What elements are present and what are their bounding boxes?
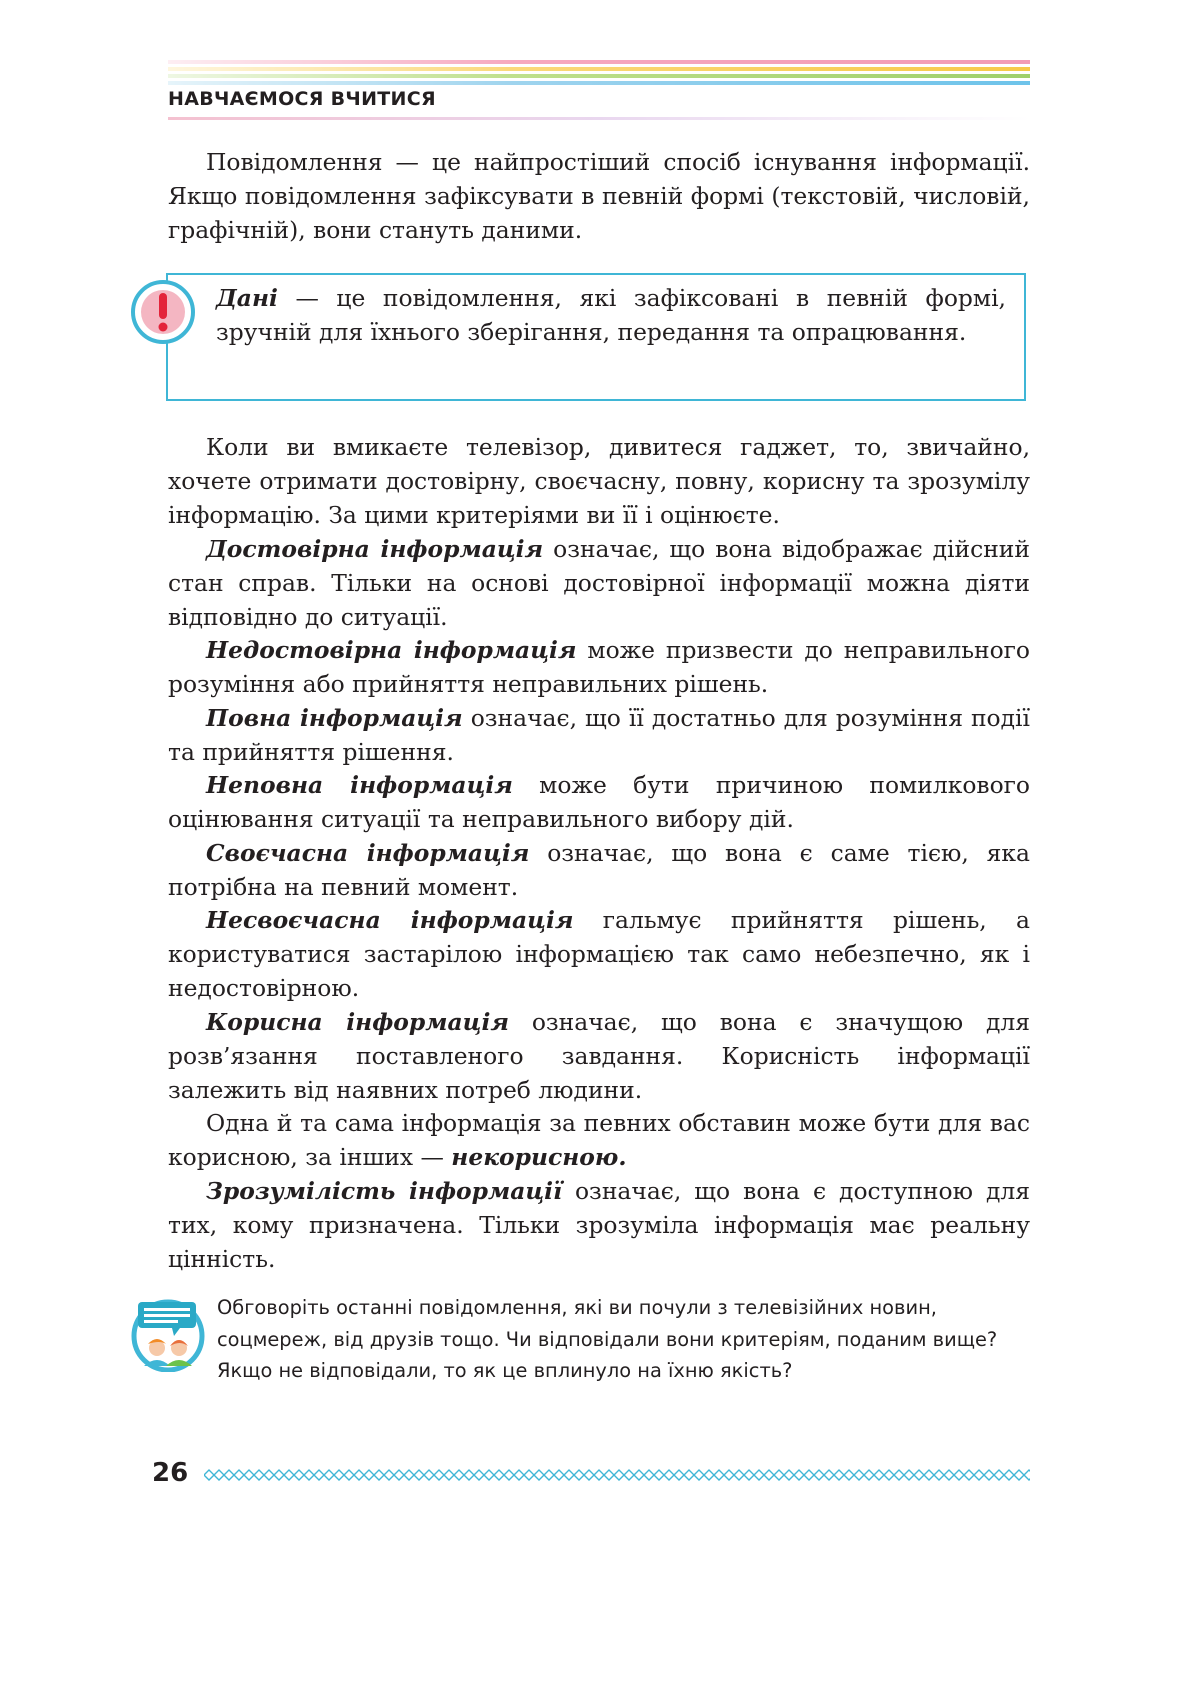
term-useless-end: . xyxy=(618,1142,627,1171)
clarity-paragraph xyxy=(168,1175,1030,1276)
exclamation-icon xyxy=(131,280,195,344)
discussion-icon xyxy=(130,1296,206,1372)
section-title: НАВЧАЄМОСЯ ВЧИТИСЯ xyxy=(168,88,446,110)
text-reliable: означає, що вона відображає дійсний стан справ. Тільки на основі достовірної інформації можна діяти відповідно до ситуації. xyxy=(168,535,1030,631)
text-useful: означає, що вона є значущою для розв’язання поставленого завдання. Корисність інформації залежить від наявних потреб людини. xyxy=(168,1008,1030,1104)
text-unreliable: може призвести до неправильного розуміння або прийняття неправильних рішень. xyxy=(168,636,1030,698)
title-underline xyxy=(168,117,1030,120)
untimely-paragraph xyxy=(168,904,1030,1005)
text-useless: Одна й та сама інформація за певних обставин може бути для вас корисною, за інших — xyxy=(168,1109,1030,1171)
reliable-paragraph xyxy=(168,533,1030,634)
term-complete: Повна інформація xyxy=(206,704,463,732)
text-clarity: означає, що вона є доступною для тих, кому призначена. Тільки зрозуміла інформація має реальну цінність. xyxy=(168,1177,1031,1273)
discussion-text: Обговоріть останні повідомлення, які ви почули з телевізійних новин, соцмереж, від друзів тощо. Чи відповідали вони критеріям, поданим вище? Якщо не відповідали, то як це вплинуло на їхню якість? xyxy=(217,1296,998,1382)
term-clarity: Зрозумілість інформації xyxy=(206,1177,562,1205)
text-timely: означає, що вона є саме тією, яка потрібна на певний момент. xyxy=(168,839,1030,901)
text-complete: означає, що її достатньо для розуміння події та прийняття рішення. xyxy=(168,704,1031,766)
complete-paragraph xyxy=(168,702,1030,770)
definition-body: — це повідомлення, які зафіксовані в певній формі, зручній для їхнього зберігання, передання та опрацювання. xyxy=(216,284,1006,346)
term-unreliable: Недостовірна інформація xyxy=(206,636,577,664)
definition-term: Дані xyxy=(216,284,278,312)
useless-paragraph xyxy=(168,1107,1030,1175)
page-number: 26 xyxy=(152,1458,189,1488)
term-useless: некорисною xyxy=(451,1142,619,1171)
term-reliable: Достовірна інформація xyxy=(206,535,544,563)
definition-text xyxy=(216,282,1006,350)
term-timely: Своєчасна інформація xyxy=(206,839,530,867)
term-incomplete: Неповна інформація xyxy=(206,771,513,799)
timely-paragraph xyxy=(168,837,1030,905)
unreliable-paragraph xyxy=(168,634,1030,702)
decorative-footer-pattern xyxy=(204,1468,1030,1482)
useful-paragraph xyxy=(168,1006,1030,1107)
term-useful: Корисна інформація xyxy=(206,1008,509,1036)
criteria-paragraph: Коли ви вмикаєте телевізор, дивитеся гаджет, то, звичайно, хочете отримати достовірну, своєчасну, повну, корисну та зрозумілу інформацію. За цими критеріями ви її і оцінюєте. xyxy=(168,433,1030,529)
text-incomplete: може бути причиною помилкового оцінювання ситуації та неправильного вибору дій. xyxy=(168,771,1030,833)
intro-paragraph: Повідомлення — це найпростіший спосіб існування інформації. Якщо повідомлення зафіксувати в певній формі (текстовій, числовій, графічній), вони стануть даними. xyxy=(168,148,1030,244)
term-untimely: Несвоєчасна інформація xyxy=(206,906,574,934)
text-untimely: гальмує прийняття рішень, а користуватися застарілою інформацією так само небезпечно, як і недостовірною. xyxy=(168,906,1030,1002)
incomplete-paragraph xyxy=(168,769,1030,837)
